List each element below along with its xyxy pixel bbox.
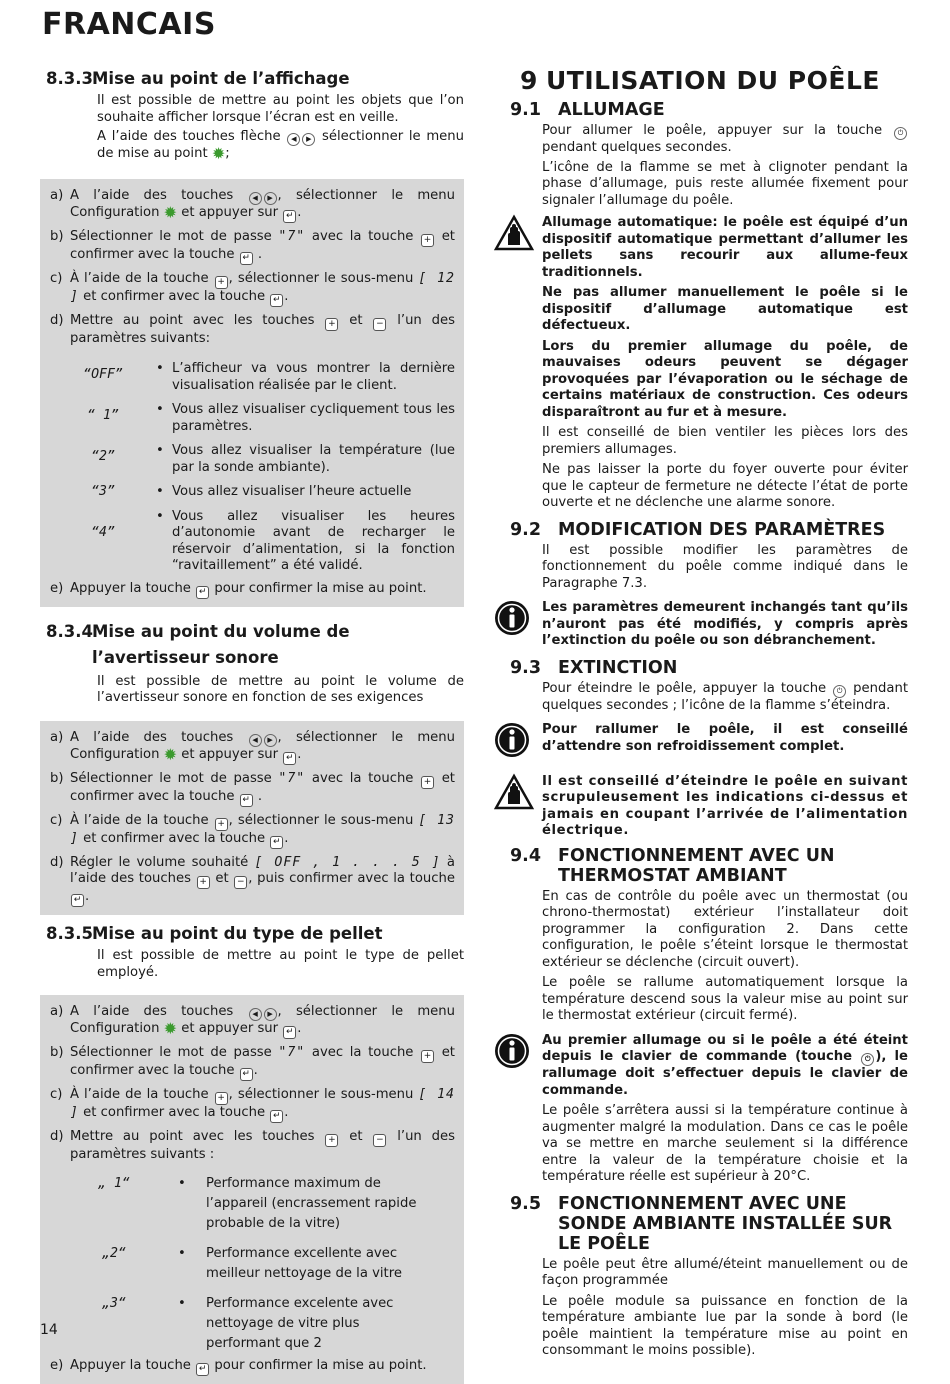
param-row: “ 1” • Vous allez visualiser cycliquement tous les paramètres.: [87, 402, 455, 434]
warning-hand-icon: [494, 774, 542, 840]
section-9-4-heading: 9.4 FONCTIONNEMENT AVEC UN THERMOSTAT AMBIANT: [510, 845, 835, 886]
warning-text: Ne pas allumer manuellement le poêle si le dispositif d’allumage automatique est défectueux.: [542, 285, 908, 333]
minus-key-icon: −: [234, 876, 247, 889]
enter-key-icon: ↵: [283, 1026, 296, 1039]
power-key-icon: ⏻: [861, 1053, 874, 1066]
minus-key-icon: −: [373, 1134, 386, 1147]
plus-key-icon: +: [421, 1050, 434, 1063]
info-icon: [494, 600, 542, 650]
section-9-5-heading: 9.5 FONCTIONNEMENT AVEC UNE SONDE AMBIANTE INSTALLÉE SUR LE POÊLE: [510, 1193, 893, 1254]
info-block: [494, 600, 908, 650]
section-intro: Il est possible de mettre au point le volume de l’avertisseur sonore en fonction de ses exigences: [97, 673, 464, 705]
power-key-icon: ⏻: [833, 685, 846, 698]
enter-key-icon: ↵: [270, 294, 283, 307]
plus-key-icon: +: [215, 818, 228, 831]
plus-key-icon: +: [215, 1092, 228, 1105]
step-b: b) Sélectionner le mot de passe "7" avec la touche + et confirmer avec la touche ↵ .: [50, 228, 455, 263]
step-a: a) A l’aide des touches ◀ ▶ , sélectionner le menu Configuration ✹ et appuyer sur ↵ .: [50, 729, 455, 764]
step-d: d) Mettre au point avec les touches + et − l’un des paramètres suivants:: [50, 312, 455, 346]
right-arrow-key-icon: ▶: [302, 133, 315, 146]
paragraph: Il est possible modifier les paramètres de fonctionnement du poêle comme indiqué dans le Paragraphe 7.3.: [542, 542, 908, 591]
paragraph: Pour allumer le poêle, appuyer sur la touche ⏻ pendant quelques secondes.: [494, 123, 908, 157]
warning-note: Ne pas laisser la porte du foyer ouverte pour éviter que le capteur de fermeture ne détecte l’état de porte ouverte et ne déclenche une alarme sonore.: [542, 462, 908, 510]
paragraph: Le poêle se rallume automatiquement lorsque la température descend sous la valeur mise au point sur le thermostat extérieur (circuit fermé).: [542, 975, 908, 1023]
section-number: 8.3.3: [46, 69, 93, 88]
info-text: Les paramètres demeurent inchangés tant qu’ils n’auront pas été modifiés, y compris après l’extinction du poêle ou son débranchement.: [542, 600, 908, 648]
step-d: d) Régler le volume souhaité [ OFF , 1 . . . 5 ] à l’aide des touches + et − , puis confirmer avec la touche ↵ .: [50, 854, 455, 905]
section-intro: Il est possible de mettre au point les objets que l’on souhaite afficher lorsque l’écran est en veille.: [97, 93, 464, 125]
minus-key-icon: −: [373, 318, 386, 331]
enter-key-icon: ↵: [283, 752, 296, 765]
right-column: [494, 66, 908, 1360]
power-key-icon: ⏻: [894, 127, 907, 140]
step-c: c) À l’aide de la touche + , sélectionner le sous-menu [ 14 ] et confirmer avec la touche ↵ .: [50, 1087, 455, 1121]
left-arrow-key-icon: ◀: [249, 1008, 262, 1021]
left-arrow-key-icon: ◀: [249, 192, 262, 205]
param-row: “4” • Vous allez visualiser les heures d’autonomie avant de recharger le réservoir d’alimentation, si la fonction “ravitaillement” a été validé.: [91, 508, 455, 573]
steps-panel-835: [40, 995, 464, 1384]
warning-text: Lors du premier allumage du poêle, de mauvaises odeurs peuvent se dégager provoquées par l’évaporation ou le séchage de certains matériaux de construction. Ces odeurs disparaîtront au fur et à mesure.: [542, 338, 908, 420]
enter-key-icon: ↵: [270, 1110, 283, 1123]
plus-key-icon: +: [421, 234, 434, 247]
warning-text: Allumage automatique: le poêle est équipé d’un dispositif automatique permettant d’allumer les pellets sans recourir aux allume-feux traditionnels.: [542, 215, 908, 280]
chapter-9-heading: 9 UTILISATION DU POÊLE: [520, 66, 880, 95]
enter-key-icon: ↵: [283, 210, 296, 223]
paragraph: Le poêle s’arrêtera aussi si la température continue à augmenter malgré la modulation. Dans ce cas le poêle va se mettre en marche seulement si la différence entre la valeur de la température choisie et la température réelle est supérieur à 20°C.: [542, 1103, 908, 1184]
gear-icon: ✹: [163, 744, 178, 764]
plus-key-icon: +: [325, 318, 338, 331]
section-8-3-3-heading: [40, 68, 464, 90]
left-arrow-key-icon: ◀: [249, 734, 262, 747]
enter-key-icon: ↵: [240, 794, 253, 807]
section-9-3-heading: 9.3 EXTINCTION: [510, 657, 678, 678]
step-b: b) Sélectionner le mot de passe "7" avec la touche + et confirmer avec la touche ↵ .: [50, 1045, 455, 1079]
step-d: d) Mettre au point avec les touches + et − l’un des paramètres suivants :: [50, 1129, 455, 1162]
plus-key-icon: +: [215, 276, 228, 289]
section-intro: Il est possible de mettre au point le type de pellet employé.: [97, 948, 464, 980]
enter-key-icon: ↵: [196, 1363, 209, 1376]
paragraph: En cas de contrôle du poêle avec un thermostat (ou chrono-thermostat) extérieur l’installateur doit programmer la configuration 2. Dans cette configuration, le poêle s’éteint lorsque le thermostat extérieur se déclenche (circuit ouvert).: [542, 888, 908, 970]
section-number: 8.3.4: [46, 621, 93, 641]
step-b: b) Sélectionner le mot de passe "7" avec la touche + et confirmer avec la touche ↵ .: [50, 770, 455, 805]
warning-note: Il est conseillé de bien ventiler les pièces lors des premiers allumages.: [542, 425, 908, 457]
paragraph: L’icône de la flamme se met à clignoter pendant la phase d’allumage, puis reste allumée fixement pour signaler l’allumage du poêle.: [542, 159, 908, 208]
right-arrow-key-icon: ▶: [264, 1008, 277, 1021]
section-title: Mise au point du volume de l’avertisseur sonore: [92, 621, 350, 667]
left-arrow-key-icon: ◀: [287, 133, 300, 146]
enter-key-icon: ↵: [240, 1068, 253, 1081]
pellet-param-row: „3“ • Performance excelente avec nettoyage de vitre plus performant que 2: [102, 1295, 394, 1351]
section-title: Mise au point de l’affichage: [92, 69, 350, 88]
info-icon: [494, 722, 542, 764]
warning-text: Il est conseillé d’éteindre le poêle en suivant scrupuleusement les indications ci-dessus et jamais en coupant l’arrivée de l’alimentation électrique.: [542, 773, 908, 838]
steps-panel-833: [40, 179, 464, 607]
enter-key-icon: ↵: [71, 894, 84, 907]
gear-icon: ✹: [163, 1019, 178, 1038]
plus-key-icon: +: [197, 876, 210, 889]
info-text: Pour rallumer le poêle, il est conseillé d’attendre son refroidissement complet.: [542, 722, 908, 754]
section-number: 8.3.5: [46, 924, 93, 943]
step-e: e) Appuyer la touche ↵ pour confirmer la mise au point.: [50, 1357, 427, 1374]
right-arrow-key-icon: ▶: [264, 734, 277, 747]
warning-block: [494, 215, 908, 512]
step-c: c) À l’aide de la touche + , sélectionner le sous-menu [ 13 ] et confirmer avec la touche ↵ .: [50, 812, 455, 847]
info-text: Au premier allumage ou si le poêle a été éteint depuis le clavier de commande (touche ⏻ ), le rallumage doit s’effectuer depuis le clavier de commande.: [542, 1032, 908, 1098]
section-8-3-4-heading: [40, 619, 464, 671]
gear-icon: ✹: [211, 144, 226, 163]
pellet-param-row: „2“ • Performance excellente avec meilleur nettoyage de la vitre: [102, 1245, 402, 1281]
section-8-3-5-heading: [40, 923, 464, 945]
right-arrow-key-icon: ▶: [264, 192, 277, 205]
info-icon: [494, 1033, 542, 1100]
left-column: [40, 68, 464, 1384]
plus-key-icon: +: [421, 776, 434, 789]
param-row: “2” • Vous allez visualiser la température (lue par la sonde ambiante).: [91, 443, 455, 475]
page-number: 14: [40, 1322, 58, 1338]
enter-key-icon: ↵: [270, 836, 283, 849]
plus-key-icon: +: [325, 1134, 338, 1147]
step-c: c) À l’aide de la touche + , sélectionner le sous-menu [ 12 ] et confirmer avec la touche ↵ .: [50, 270, 455, 305]
step-e: e) Appuyer la touche ↵ pour confirmer la mise au point.: [50, 580, 427, 597]
step-a: a) A l’aide des touches ◀ ▶ , sélectionner le menu Configuration ✹ et appuyer sur ↵ .: [50, 1004, 455, 1038]
paragraph: Le poêle peut être allumé/éteint manuellement ou de façon programmée: [542, 1256, 908, 1288]
warning-hand-icon: [494, 215, 542, 512]
info-block: [494, 1033, 908, 1100]
steps-panel-834: [40, 721, 464, 916]
info-block: [494, 722, 908, 764]
section-intro-keys: A l’aide des touches flèche ◀ ▶ sélectionner le menu de mise au point ✹;: [97, 129, 464, 163]
warning-block: [494, 774, 908, 840]
gear-icon: ✹: [163, 202, 178, 222]
paragraph: Le poêle module sa puissance en fonction de la température ambiante lue par la sonde à bord (le poêle maintient la température mise au point en consommant le moins possible).: [542, 1293, 908, 1358]
param-row: “3” • Vous allez visualiser l’heure actuelle: [91, 484, 412, 499]
section-title: Mise au point du type de pellet: [92, 924, 383, 943]
enter-key-icon: ↵: [240, 252, 253, 265]
section-9-1-heading: 9.1 ALLUMAGE: [510, 100, 665, 120]
step-a: a) A l’aide des touches ◀ ▶ , sélectionner le menu Configuration ✹ et appuyer sur ↵ .: [50, 187, 455, 222]
pellet-param-row: „ 1“ • Performance maximum de l’appareil (encrassement rapide probable de la vitre): [98, 1175, 417, 1231]
enter-key-icon: ↵: [196, 586, 209, 599]
param-row: “OFF” • L’afficheur va vous montrer la dernière visualisation réalisée par le client.: [83, 361, 455, 393]
paragraph: Pour éteindre le poêle, appuyer la touche ⏻ pendant quelques secondes ; l’icône de la flamme s’éteindra.: [542, 680, 908, 713]
language-header: FRANCAIS: [42, 7, 216, 42]
section-9-2-heading: 9.2 MODIFICATION DES PARAMÈTRES: [510, 519, 886, 540]
